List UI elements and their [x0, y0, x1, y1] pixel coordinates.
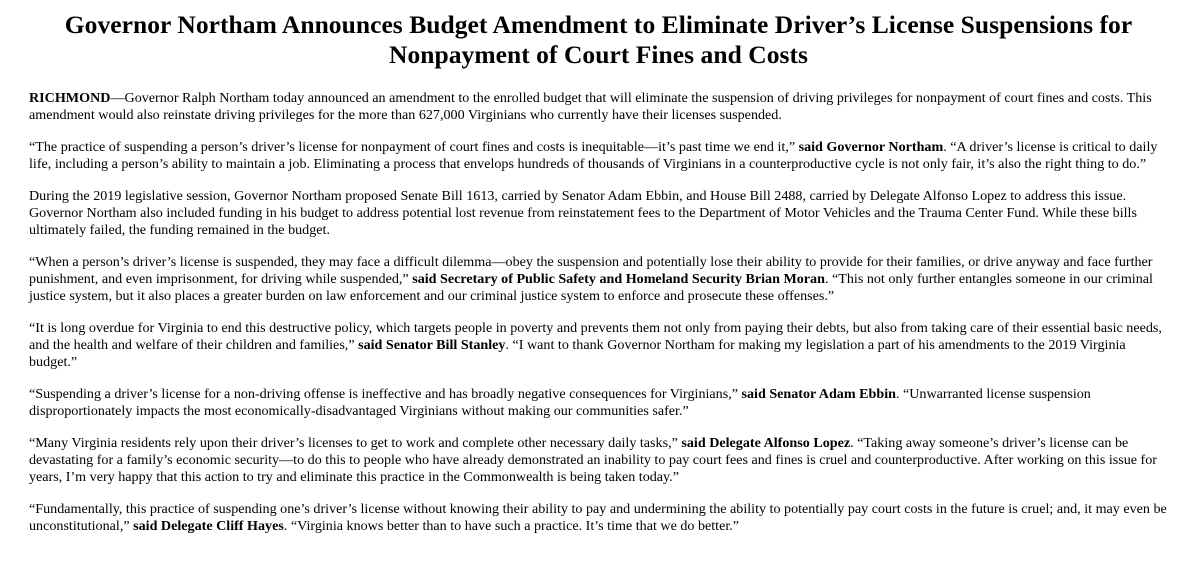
- quote-attribution: said Senator Bill Stanley: [358, 337, 506, 353]
- quote-attribution: said Governor Northam: [798, 139, 944, 155]
- article-body: [29, 90, 1168, 535]
- quote-text: “It is long overdue for Virginia to end this destructive policy, which targets people in poverty and prevents them not only from paying their debts, but also from taking care of their essential basic needs, and the health and welfare of their children and families,”: [29, 320, 1162, 353]
- quote-text: . “Virginia knows better than to have such a practice. It’s time that we do better.”: [283, 518, 740, 534]
- paragraph-text: During the 2019 legislative session, Governor Northam proposed Senate Bill 1613, carried by Senator Adam Ebbin, and House Bill 2488, carried by Delegate Alfonso Lopez to address this issue. Governor Northam also included funding in his budget to address potential lost revenue from reinstatement fees to the Department of Motor Vehicles and the Trauma Center Fund. While these bills ultimately failed, the funding remained in the budget.: [29, 188, 1137, 238]
- page-title: Governor Northam Announces Budget Amendment to Eliminate Driver’s License Suspensions for Nonpayment of Court Fines and Costs: [64, 10, 1133, 69]
- quote-attribution: said Delegate Alfonso Lopez: [681, 435, 851, 451]
- quote-text: . “I want to thank Governor Northam for making my legislation a part of his amendments to the 2019 Virginia budget.”: [29, 337, 1126, 370]
- paragraph-quote-ebbin: [29, 386, 1168, 420]
- quote-text: “Fundamentally, this practice of suspending one’s driver’s license without knowing their ability to pay and undermining the ability to potentially pay court costs in the future is cruel; and, it may even be unconstitutional,”: [29, 501, 1167, 534]
- quote-text: “Many Virginia residents rely upon their driver’s licenses to get to work and complete other necessary daily tasks,”: [29, 435, 682, 451]
- paragraph-background: [29, 188, 1168, 239]
- quote-attribution: said Delegate Cliff Hayes: [133, 518, 284, 534]
- quote-attribution: said Secretary of Public Safety and Homeland Security Brian Moran: [412, 271, 825, 287]
- paragraph-quote-northam: [29, 139, 1168, 173]
- quote-text: “Suspending a driver’s license for a non-driving offense is ineffective and has broadly negative consequences for Virginians,”: [29, 386, 742, 402]
- paragraph-intro: [29, 90, 1168, 124]
- quote-text: “When a person’s driver’s license is suspended, they may face a difficult dilemma—obey the suspension and potentially lose their ability to provide for their families, or drive anyway and face further punishment, and even imprisonment, for driving while suspended,”: [29, 254, 1153, 287]
- paragraph-quote-stanley: [29, 320, 1168, 371]
- quote-text: . “Unwarranted license suspension disproportionately impacts the most economically-disadvantaged Virginians without making our communities safer.”: [29, 386, 1091, 419]
- quote-text: . “This not only further entangles someone in our criminal justice system, but it also places a greater burden on law enforcement and our criminal justice system to enforce and prosecute these offenses.”: [29, 271, 1153, 304]
- quote-attribution: said Senator Adam Ebbin: [741, 386, 896, 402]
- paragraph-text: —Governor Ralph Northam today announced an amendment to the enrolled budget that will eliminate the suspension of driving privileges for nonpayment of court fines and costs. This amendment would also reinstate driving privileges for the more than 627,000 Virginians who currently have their licenses suspended.: [29, 90, 1152, 123]
- quote-text: “The practice of suspending a person’s driver’s license for nonpayment of court fines and costs is inequitable—it’s past time we end it,”: [29, 139, 799, 155]
- paragraph-quote-hayes: [29, 501, 1168, 535]
- quote-text: . “Taking away someone’s driver’s license can be devastating for a family’s economic security—to do this to people who have already demonstrated an inability to pay court fees and fines is cruel and counterproductive. After working on this issue for years, I’m very happy that this action to try and eliminate this practice in the Commonwealth is being taken today.”: [29, 435, 1157, 485]
- paragraph-quote-moran: [29, 254, 1168, 305]
- paragraph-quote-lopez: [29, 435, 1168, 486]
- dateline: RICHMOND: [29, 90, 111, 106]
- quote-text: . “A driver’s license is critical to daily life, including a person’s ability to maintain a job. Eliminating a process that envelops hundreds of thousands of Virginians in a counterproductive cycle is not only fair, it’s also the right thing to do.”: [29, 139, 1158, 172]
